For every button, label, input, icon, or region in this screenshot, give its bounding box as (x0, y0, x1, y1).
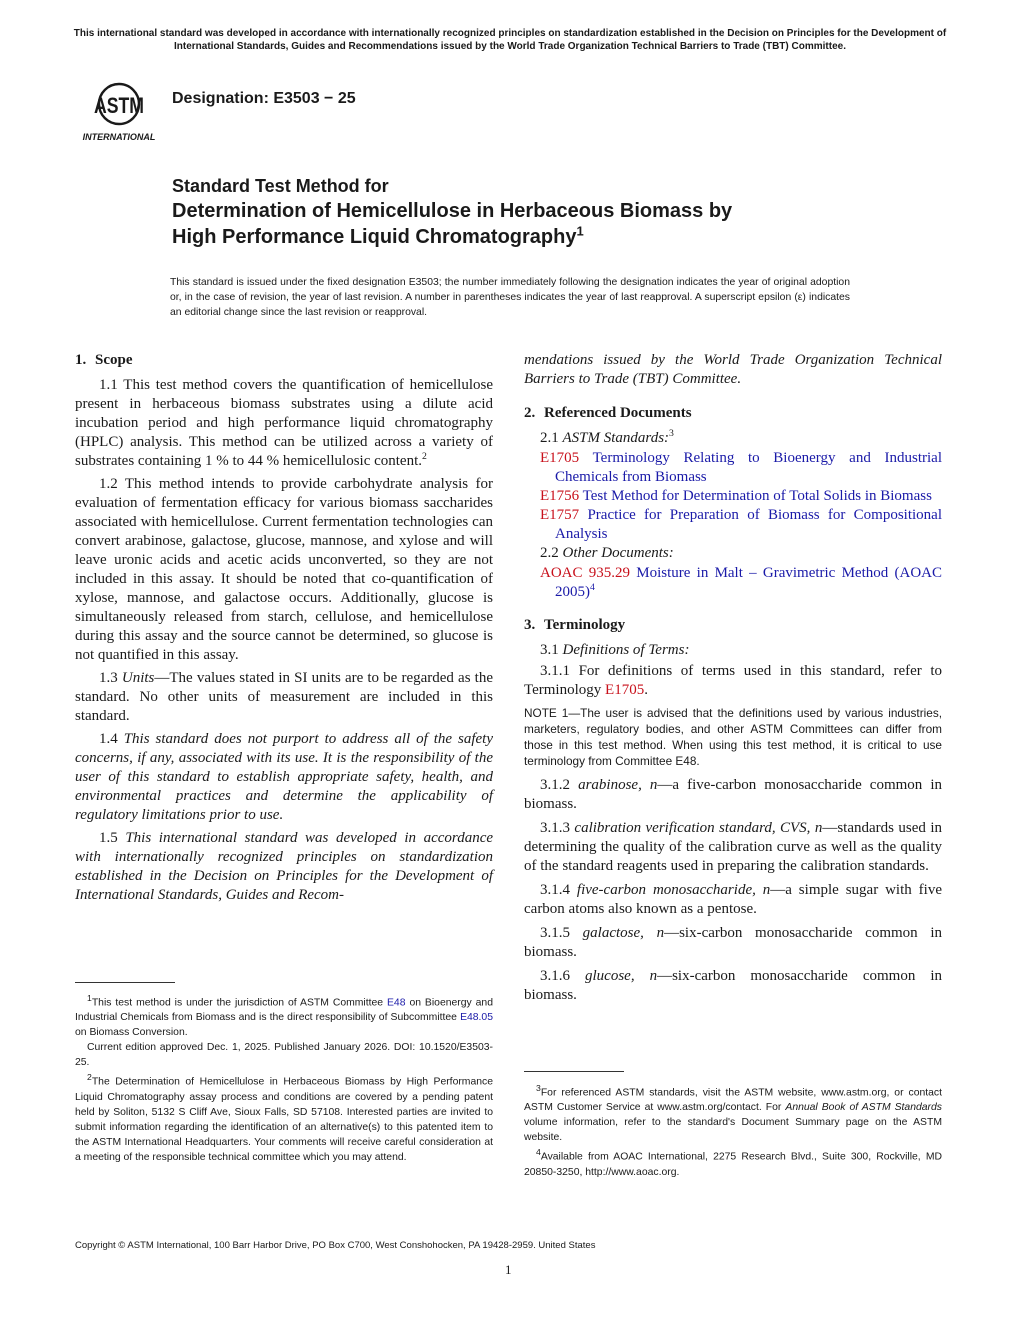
page-number: 1 (505, 1262, 512, 1277)
title-line-3: High Performance Liquid Chromatography$^1$ (172, 223, 584, 248)
para-1-5: 1.5 This international standard was developed in accordance with internationally recognized principles on standardization established in the Decision on Principles for the Development of International Standards, Guides and Recom- (75, 830, 494, 903)
footnote-1: $^1$This test method is under the jurisdiction of ASTM Committee E48 on Bioenergy and Industrial Chemicals from Biomass and is the direct responsibility of Subcommittee E48.05 on Biomass Conversion. (75, 993, 493, 1039)
subhead-definitions: 3.1 Definitions of Terms: (540, 642, 690, 658)
footnotes-right (524, 1081, 942, 1180)
link-e1705[interactable]: E1705 (605, 682, 645, 698)
section-heading-referenced-documents: 2. Referenced Documents (524, 405, 692, 421)
definition-five-carbon: 3.1.4 five-carbon monosaccharide, n—a simple sugar with five carbon atoms also known as a pentose. (524, 882, 942, 917)
definition-cvs: 3.1.3 calibration verification standard, CVS, n—standards used in determining the quality of the calibration curve as well as the quality of the standard reagents used in preparing the calibration standards. (524, 820, 942, 874)
para-1-2: 1.2 This method intends to provide carbohydrate analysis for evaluation of fermentation efficacy for various biomass saccharides associated with hemicellulose. Current fermentation technologies can convert arabinose, galactose, glucose, mannose, and xylose and will leave uronic acids and acetic acids unconverted, so they are not included in this assay. It should be noted that co-quantification of xylose, mannose, and galactose occurs. Additionally, glucose is simultaneously released from starch, cellulose, and hemicellulose during this assay and the source cannot be determined, so glucose is not quantified in this assay. (75, 476, 493, 663)
footnote-1-approval: Current edition approved Dec. 1, 2025. Published January 2026. DOI: 10.1520/E3503-25. (75, 1042, 493, 1069)
ref-aoac[interactable]: AOAC 935.29 Moisture in Malt – Gravimetric Method (AOAC 2005)$^4$ (540, 565, 942, 600)
right-column (524, 351, 942, 1010)
definition-galactose: 3.1.5 galactose, n—six-carbon monosaccharide common in biomass. (524, 925, 942, 960)
note-1: NOTE 1—The user is advised that the definitions used by various industries, marketers, regulatory bodies, and other ASTM Committees can differ from those in this test method. When using this test method, it is critical to use terminology from Committee E48. (524, 706, 942, 768)
title-line-2: Determination of Hemicellulose in Herbaceous Biomass by (172, 200, 733, 222)
footnote-2: $^2$The Determination of Hemicellulose in Herbaceous Biomass by High Performance Liquid Chromatography assay process and conditions are covered by a pending patent held by Soliton, 5132 S Cliff Ave, Sioux Falls, SD 57108. Interested parties are invited to submit information regarding the identification of an alternative(s) to this patented item to the ASTM International Headquarters. Your comments will receive careful consideration at a meeting of the responsible technical committee which you may attend. (75, 1072, 493, 1163)
document-title (172, 175, 912, 250)
ref-e1756[interactable]: E1756 Test Method for Determination of Total Solids in Biomass (540, 488, 932, 504)
subhead-other-documents: 2.2 Other Documents: (540, 545, 674, 561)
section-heading-scope: 1. Scope (75, 352, 133, 368)
link-e48-05[interactable]: E48.05 (460, 1012, 493, 1024)
para-1-4: 1.4 This standard does not purport to address all of the safety concerns, if any, associated with its use. It is the responsibility of the user of this standard to establish appropriate safety, health, and environmental practices and determine the applicability of regulatory limitations prior to use. (75, 731, 494, 823)
footnote-rule-left (75, 982, 175, 983)
link-e48[interactable]: E48 (387, 997, 406, 1009)
definition-arabinose: 3.1.2 arabinose, n—a five-carbon monosaccharide common in biomass. (524, 777, 943, 812)
section-heading-terminology: 3. Terminology (524, 617, 626, 633)
footnote-4: $^4$Available from AOAC International, 2275 Research Blvd., Suite 300, Rockville, MD 20850-3250, http://www.aoac.org. (524, 1147, 942, 1178)
top-notice: This international standard was developed in accordance with internationally recognized principles on standardization established in the Decision on Principles for the Development of International Standards, Guides and Recommendations issued by the World Trade Organization Technical Barriers to Trade (TBT) Committee. (73, 28, 947, 52)
issue-note: This standard is issued under the fixed designation E3503; the number immediately following the designation indicates the year of original adoption or, in the case of revision, the year of last revision. A number in parentheses indicates the year of last reapproval. A superscript epsilon (ε) indicates an editorial change since the last revision or reapproval. (170, 277, 850, 318)
title-line-1: Standard Test Method for (172, 176, 389, 196)
logo-sub: INTERNATIONAL (82, 132, 156, 142)
designation: Designation: E3503 − 25 (172, 90, 356, 107)
ref-e1705[interactable]: E1705 Terminology Relating to Bioenergy and Industrial Chemicals from Biomass (540, 450, 942, 485)
subhead-astm-standards: 2.1 ASTM Standards:$^3$ (540, 428, 674, 446)
footnotes-left (75, 991, 493, 1165)
para-1-3: 1.3 Units—The values stated in SI units are to be regarded as the standard. No other units of measurement are included in this standard. (75, 670, 493, 724)
logo-text: ASTM (94, 93, 144, 118)
ref-e1757[interactable]: E1757 Practice for Preparation of Biomass for Compositional Analysis (540, 507, 943, 542)
title-footnote-mark: 1 (576, 223, 584, 239)
footnote-3: $^3$For referenced ASTM standards, visit the ASTM website, www.astm.org, or contact ASTM Customer Service at www.astm.org/contact. For Annual Book of ASTM Standards volume information, refer to the standard's Document Summary page on the ASTM website. (524, 1083, 942, 1144)
para-3-1-1: 3.1.1 For definitions of terms used in this standard, refer to Terminology E1705. (524, 663, 942, 698)
footnote-rule-right (524, 1071, 624, 1072)
para-1-1: 1.1 This test method covers the quantification of hemicellulose present in herbaceous biomass substrates using a dilute acid incubation period and high performance liquid chromatography (HPLC) analysis. This method can be utilized across a variety of substrates containing 1 % to 44 % hemicellulosic content.$^2$ (75, 377, 493, 469)
copyright: Copyright © ASTM International, 100 Barr Harbor Drive, PO Box C700, West Conshohocken, PA 19428-2959. United States (75, 1240, 596, 1251)
para-1-5-continued: mendations issued by the World Trade Organization Technical Barriers to Trade (TBT) Committee. (524, 352, 942, 387)
left-column (75, 351, 493, 909)
definition-glucose: 3.1.6 glucose, n—six-carbon monosaccharide common in biomass. (524, 968, 942, 1003)
astm-logo (76, 76, 162, 142)
